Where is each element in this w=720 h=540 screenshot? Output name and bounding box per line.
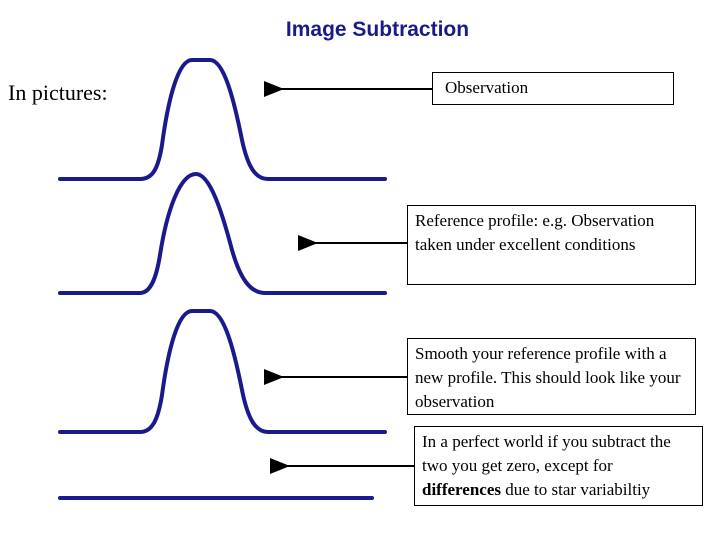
subtract-label-tail: due to star variabiltiy xyxy=(501,480,651,499)
observation-profile-curve xyxy=(60,60,385,179)
smoothed-profile-curve xyxy=(60,311,385,432)
subtract-label-box xyxy=(414,426,703,506)
slide-title: Image Subtraction xyxy=(285,18,470,41)
reference-label: Reference profile: e.g. Observation taken under excellent conditions xyxy=(415,211,655,254)
reference-label-box xyxy=(407,205,696,285)
subtract-label-text: In a perfect world if you subtract the two you get zero, except for xyxy=(422,432,671,475)
reference-profile-curve xyxy=(60,174,385,293)
smooth-label-box xyxy=(407,338,696,415)
subtract-label-bold: differences xyxy=(422,480,501,499)
subtitle: In pictures: xyxy=(8,80,108,105)
observation-label: Observation xyxy=(445,78,529,97)
observation-label-box xyxy=(432,72,674,105)
smooth-label: Smooth your reference profile with a new profile. This should look like your observation xyxy=(415,344,681,411)
